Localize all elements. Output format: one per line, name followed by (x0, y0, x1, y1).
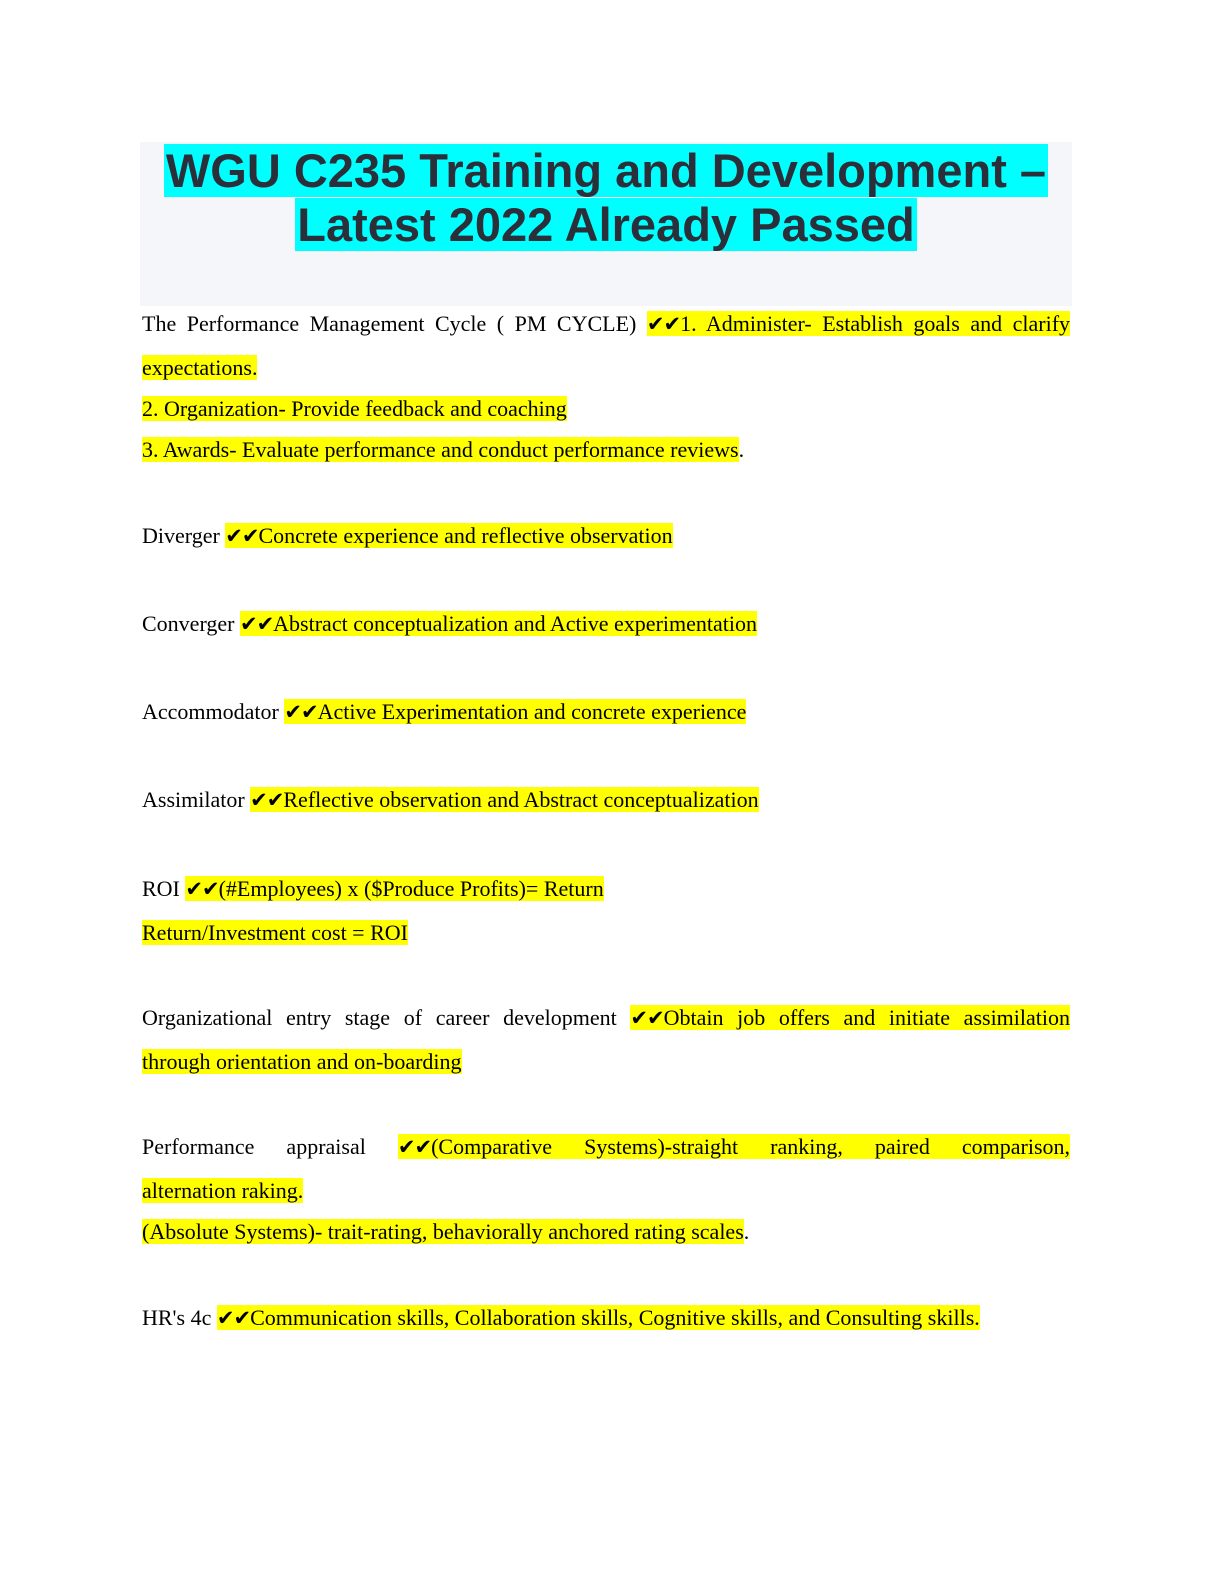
entry-line (142, 609, 1070, 653)
entry-line (142, 1132, 1070, 1176)
answer-text: Communication skills, Collaboration skills, Cognitive skills, and Consulting skills. (250, 1305, 980, 1330)
entry-answer (185, 876, 603, 901)
entry-line (142, 1303, 1070, 1347)
entry-line (142, 1176, 1070, 1217)
entry-term: Accommodator (142, 699, 279, 724)
answer-text: (Absolute Systems)- trait-rating, behaviorally anchored rating scales (142, 1219, 744, 1244)
entry-line (142, 353, 1070, 394)
entry-line (142, 874, 1070, 918)
entry-term: Diverger (142, 523, 220, 548)
double-check-icon: ✔✔ (646, 312, 681, 336)
title-highlight: WGU C235 Training and Development – (165, 144, 1047, 197)
entry-line (142, 1217, 1070, 1261)
entry-roi (142, 874, 1070, 962)
double-check-icon: ✔✔ (225, 524, 259, 548)
document-title-line-1 (140, 144, 1072, 198)
entry-answer (240, 611, 757, 636)
answer-text: 2. Organization- Provide feedback and coaching (142, 396, 567, 421)
answer-text: Abstract conceptualization and Active experimentation (273, 611, 757, 636)
entry-line (142, 697, 1070, 741)
entry-term: The Performance Management Cycle ( PM CYCLE) (142, 311, 637, 336)
document-title-line-2 (140, 198, 1072, 252)
entry-answer (647, 311, 1070, 336)
entry-term: ROI (142, 876, 180, 901)
answer-text: Concrete experience and reflective observation (258, 523, 673, 548)
entry-term: Converger (142, 611, 235, 636)
entry-line (142, 394, 1070, 435)
entry-diverger (142, 521, 1070, 565)
double-check-icon: ✔✔ (250, 788, 284, 812)
answer-text: through orientation and on-boarding (142, 1049, 462, 1074)
answer-text: Reflective observation and Abstract conceptualization (283, 787, 759, 812)
entry-line (142, 785, 1070, 829)
entry-answer (250, 787, 758, 812)
answer-text: expectations. (142, 355, 258, 380)
entry-accommodator (142, 697, 1070, 741)
entry-assimilator (142, 785, 1070, 829)
double-check-icon: ✔✔ (239, 612, 274, 636)
entry-line (142, 918, 1070, 962)
entry-hr-4c (142, 1303, 1070, 1347)
double-check-icon: ✔✔ (185, 877, 219, 901)
answer-text: Active Experimentation and concrete experience (317, 699, 747, 724)
entry-performance-appraisal (142, 1132, 1070, 1261)
entry-line (142, 309, 1070, 353)
entry-answer (225, 523, 672, 548)
entry-term: Performance appraisal (142, 1134, 366, 1159)
entry-converger (142, 609, 1070, 653)
entry-line (142, 1047, 1070, 1091)
document-title-block (140, 142, 1072, 306)
entry-organizational-entry (142, 1003, 1070, 1091)
entry-term: HR's 4c (142, 1305, 212, 1330)
entry-answer (284, 699, 746, 724)
entry-term: Organizational entry stage of career development (142, 1005, 617, 1030)
double-check-icon: ✔✔ (397, 1135, 432, 1159)
entry-line (142, 1003, 1070, 1047)
answer-text: alternation raking. (142, 1178, 304, 1203)
answer-text: 1. Administer- Establish goals and clarify (680, 311, 1071, 336)
entry-answer (217, 1305, 980, 1330)
entry-answer (398, 1134, 1070, 1159)
entry-pm-cycle (142, 309, 1070, 476)
double-check-icon: ✔✔ (630, 1006, 664, 1030)
double-check-icon: ✔✔ (216, 1306, 251, 1330)
punctuation: . (743, 1219, 750, 1244)
answer-text: Return/Investment cost = ROI (142, 920, 408, 945)
entry-line (142, 521, 1070, 565)
title-highlight: Latest 2022 Already Passed (297, 198, 915, 251)
punctuation: . (738, 437, 745, 462)
entry-line (142, 435, 1070, 476)
answer-text: Obtain job offers and initiate assimilation (663, 1005, 1071, 1030)
answer-text: (#Employees) x ($Produce Profits)= Return (218, 876, 604, 901)
answer-text: (Comparative Systems)-straight ranking, paired comparison, (431, 1134, 1071, 1159)
answer-text: 3. Awards- Evaluate performance and conduct performance reviews (142, 437, 739, 462)
entry-answer (630, 1005, 1070, 1030)
double-check-icon: ✔✔ (284, 700, 318, 724)
entry-term: Assimilator (142, 787, 245, 812)
